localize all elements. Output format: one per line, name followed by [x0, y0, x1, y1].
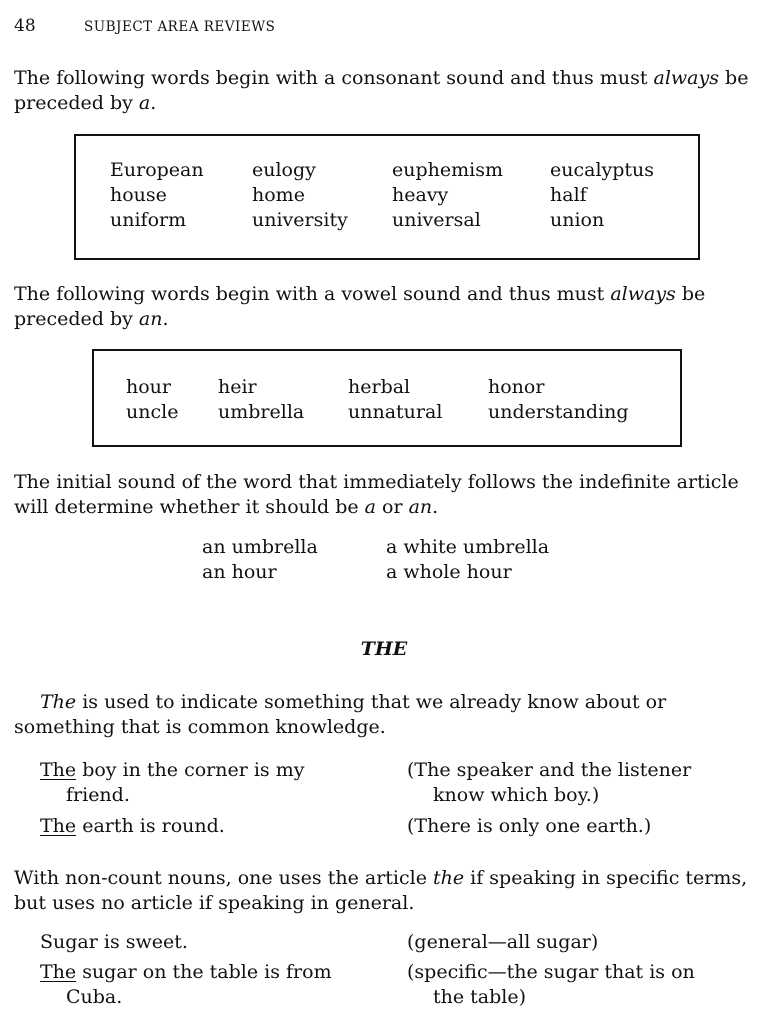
word-row [110, 183, 654, 208]
example-row [202, 560, 549, 585]
paragraph-the-usage: The is used to indicate something that we already know about or something that is common knowledge. [14, 691, 667, 738]
example-boy-note: (The speaker and the listener know which boy.) [407, 759, 692, 806]
example-sugar-specific-note: (specific—the sugar that is on the table) [407, 961, 695, 1008]
word-cell: honor [488, 376, 545, 398]
example-cell: an umbrella [202, 536, 318, 558]
word-cell: university [252, 209, 348, 231]
word-cell: eucalyptus [550, 159, 655, 181]
example-sugar-specific: The sugar on the table is from Cuba. [40, 961, 332, 1008]
word-cell: European [110, 159, 204, 181]
word-cell: universal [392, 209, 481, 231]
example-sugar-general-note: (general—all sugar) [407, 931, 599, 953]
example-cell: a white umbrella [386, 536, 550, 558]
example-earth-note: (There is only one earth.) [407, 815, 652, 837]
word-cell: uniform [110, 209, 187, 231]
vowel-word-table [126, 375, 629, 425]
word-row [110, 158, 654, 183]
word-cell: understanding [488, 401, 629, 423]
word-row [126, 375, 629, 400]
word-cell: umbrella [218, 401, 305, 423]
running-title: SUBJECT AREA REVIEWS [84, 19, 276, 35]
word-cell: unnatural [348, 401, 443, 423]
word-cell: heavy [392, 184, 449, 206]
consonant-word-box [74, 134, 700, 260]
example-cell: an hour [202, 561, 277, 583]
word-cell: house [110, 184, 167, 206]
word-cell: euphemism [392, 159, 503, 181]
paragraph-initial-sound: The initial sound of the word that immediately follows the indefinite article will determine whether it should be a or an. [14, 471, 739, 518]
page-number: 48 [14, 16, 36, 36]
word-cell: home [252, 184, 305, 206]
word-row [126, 400, 629, 425]
word-cell: heir [218, 376, 257, 398]
example-sugar-general: Sugar is sweet. [40, 931, 188, 953]
word-cell: hour [126, 376, 171, 398]
paragraph-vowel: The following words begin with a vowel sound and thus must always be preceded by an. [14, 283, 706, 330]
example-boy-sentence: The boy in the corner is my friend. [40, 759, 305, 806]
article-examples [202, 535, 549, 585]
word-cell: uncle [126, 401, 179, 423]
vowel-word-box [92, 349, 682, 447]
consonant-word-table [110, 158, 654, 233]
section-heading: THE [360, 638, 408, 660]
example-earth-sentence: The earth is round. [40, 815, 225, 837]
word-row [110, 208, 654, 233]
paragraph-consonant: The following words begin with a consonant sound and thus must always be preceded by a. [14, 67, 749, 114]
word-cell: herbal [348, 376, 411, 398]
example-cell: a whole hour [386, 561, 512, 583]
word-cell: union [550, 209, 605, 231]
word-cell: half [550, 184, 587, 206]
page-header [14, 16, 275, 36]
word-cell: eulogy [252, 159, 316, 181]
paragraph-non-count: With non-count nouns, one uses the article the if speaking in specific terms, but uses no article if speaking in general. [14, 867, 748, 914]
example-row [202, 535, 549, 560]
